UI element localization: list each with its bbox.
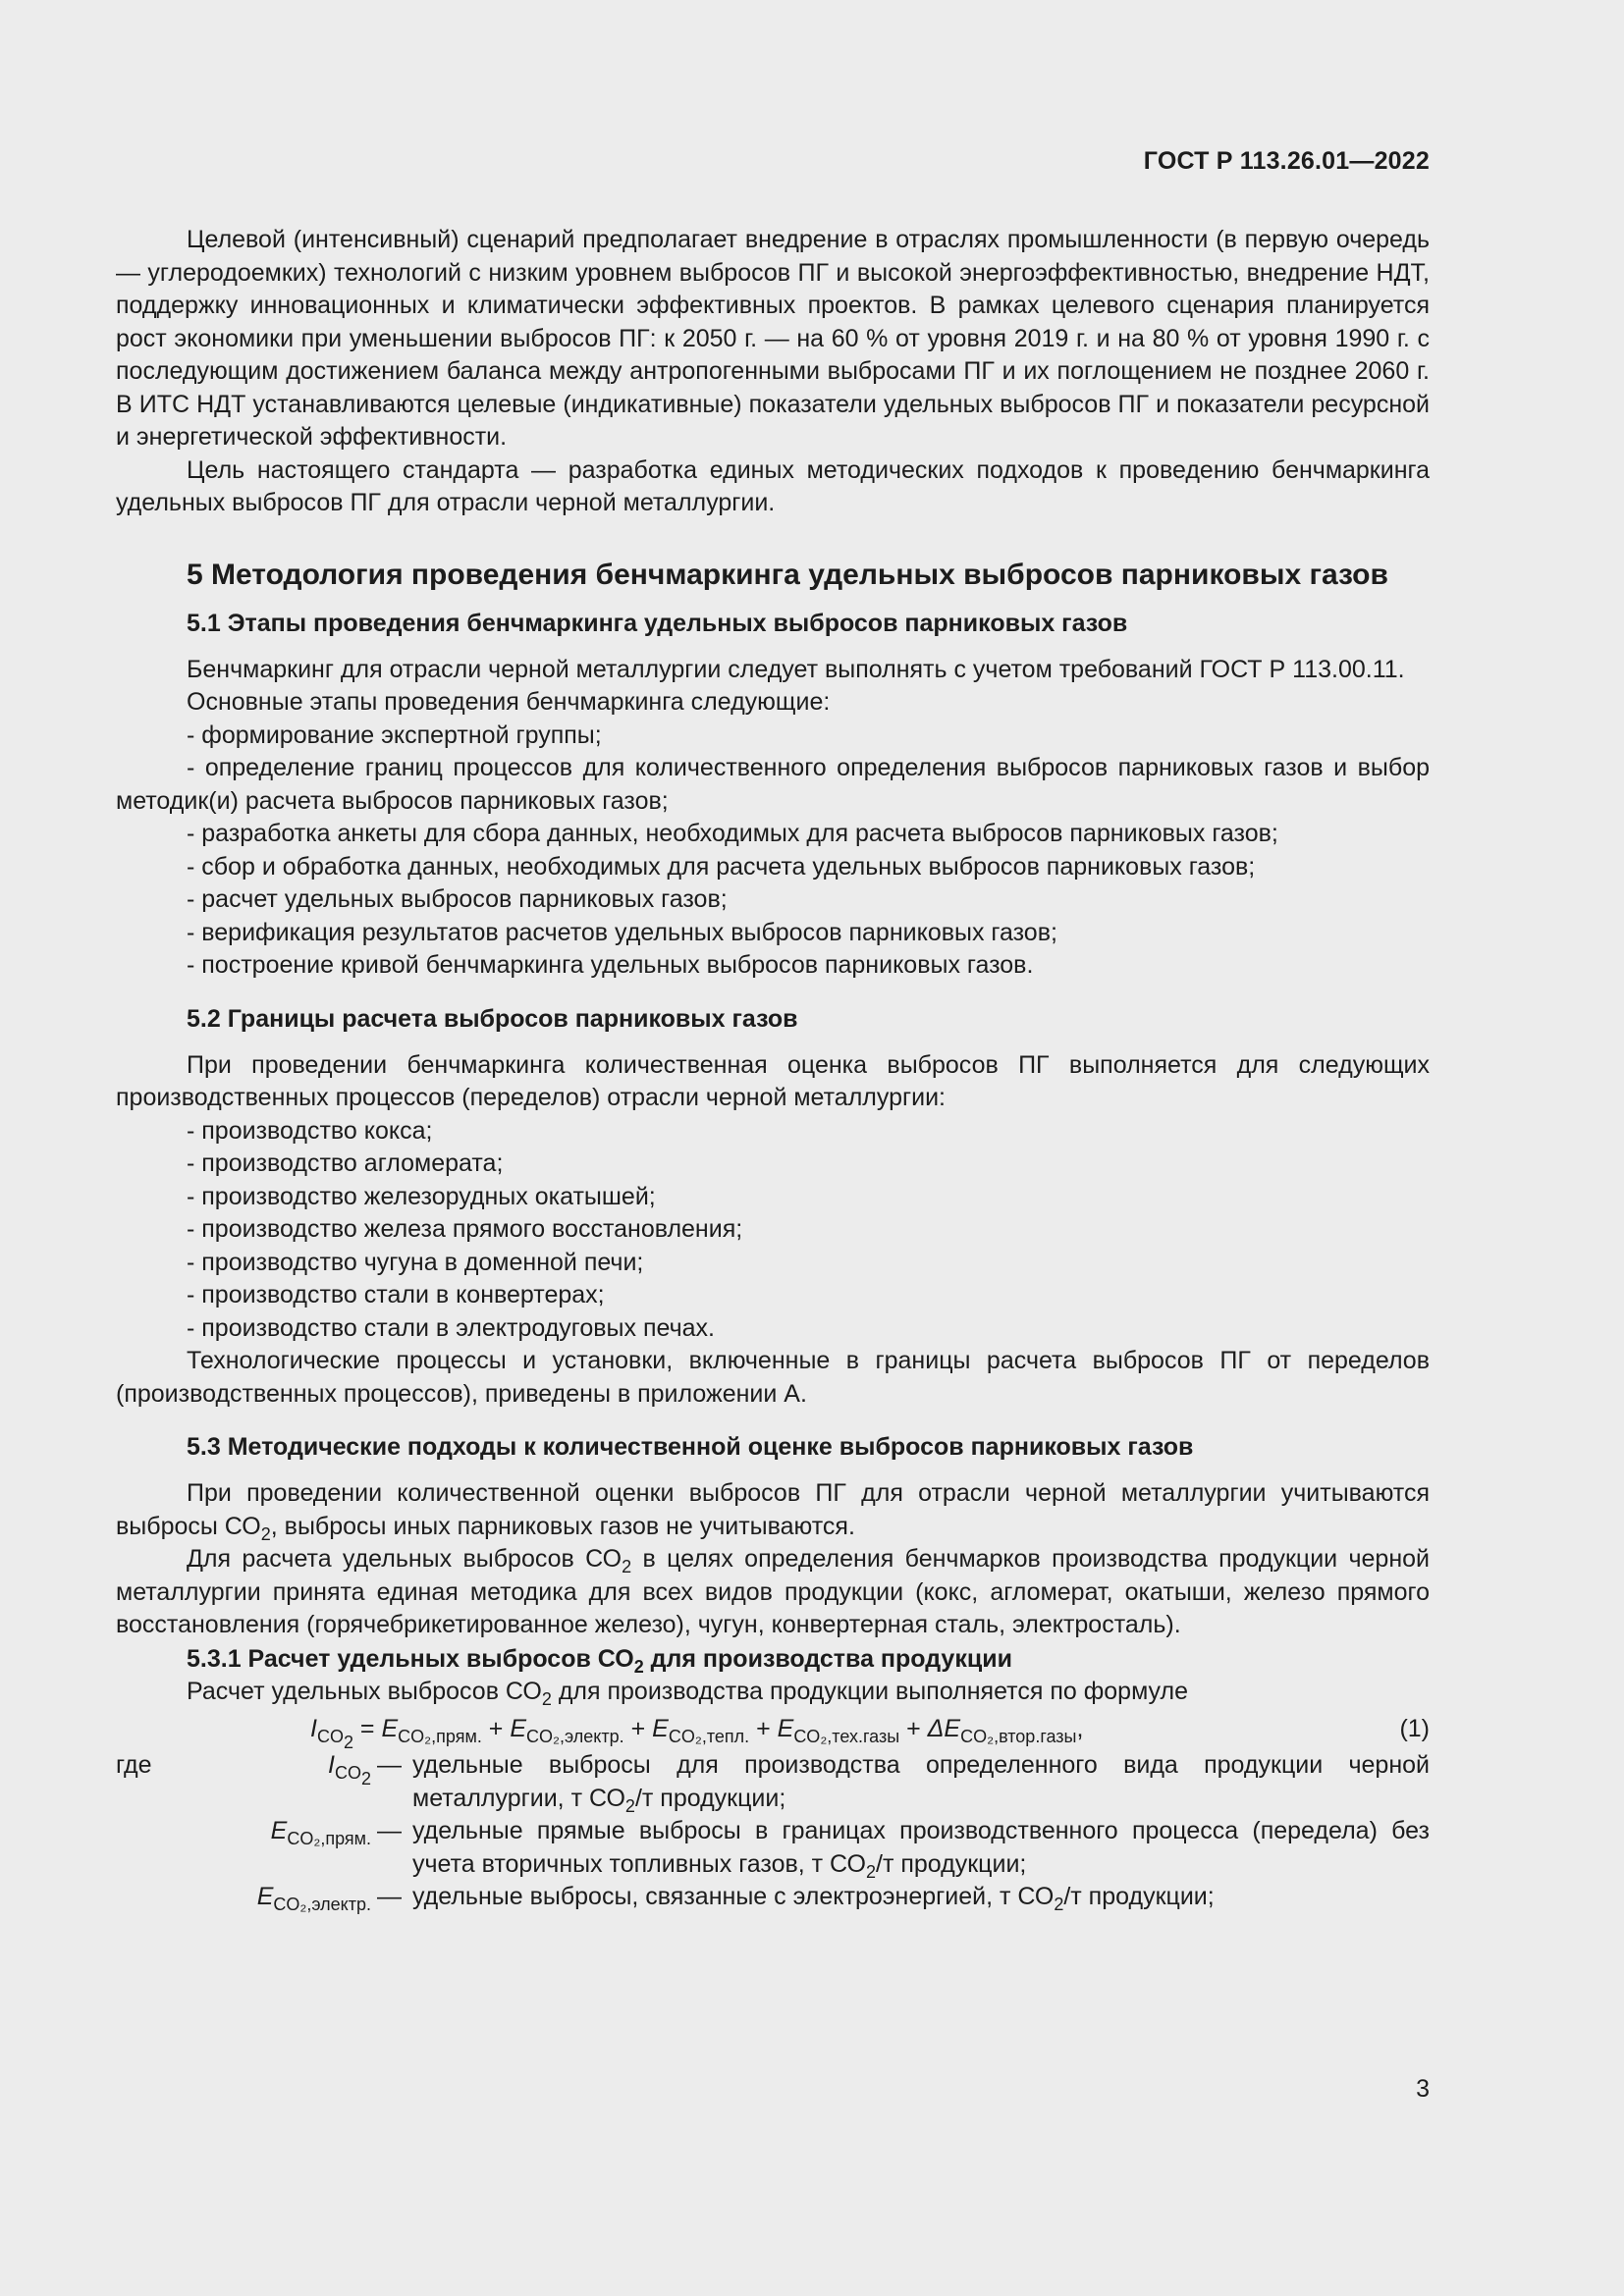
list-item: - производство стали в конвертерах;: [187, 1281, 605, 1308]
section-5-2-heading: 5.2 Границы расчета выбросов парниковых газов: [187, 1004, 798, 1033]
section-5-1-paragraph-1: Бенчмаркинг для отрасли черной металлургии следует выполнять с учетом требований ГОСТ Р 113.00.11.: [187, 655, 1405, 683]
list-item: - производство стали в электродуговых печах.: [187, 1313, 715, 1342]
list-item: - построение кривой бенчмаркинга удельных выбросов парниковых газов.: [187, 951, 1034, 979]
section-5-3-heading: 5.3 Методические подходы к количественной оценке выбросов парниковых газов: [187, 1433, 1194, 1461]
section-5-1-heading: 5.1 Этапы проведения бенчмаркинга удельных выбросов парниковых газов: [187, 609, 1128, 637]
section-5-2-paragraph-2: Технологические процессы и установки, включенные в границы расчета выбросов ПГ от переделов (производственных процессов), приведены в приложении А.: [116, 1347, 1430, 1408]
section-5-1-paragraph-2: Основные этапы проведения бенчмаркинга следующие:: [187, 688, 831, 716]
formula-number: (1): [1399, 1715, 1430, 1742]
section-5-2-paragraph-1: При проведении бенчмаркинга количественная оценка выбросов ПГ выполняется для следующих производственных процессов (переделов) отрасли черной металлургии:: [116, 1050, 1430, 1111]
definition-row: где $I_{CO_2}$ — удельные выбросы для производства определенного вида продукции черной металлургии, т $СО_2/т$ продукции;: [116, 1751, 1430, 1816]
section-5-3-1-heading: 5.3.1 Расчет удельных выбросов $СО_2$ для производства продукции: [187, 1644, 1012, 1677]
list-item: - сбор и обработка данных, необходимых для расчета удельных выбросов парниковых газов;: [187, 852, 1256, 881]
section-5-heading: 5 Методология проведения бенчмаркинга удельных выбросов парниковых газов: [187, 558, 1388, 591]
formula-1: [116, 1708, 1430, 1752]
list-item: - производство агломерата;: [187, 1149, 504, 1177]
list-item: - верификация результатов расчетов удельных выбросов парниковых газов;: [187, 918, 1057, 946]
list-item: - производство кокса;: [187, 1116, 433, 1145]
page-content: [116, 0, 1430, 1914]
section-5-3-paragraph-1: При проведении количественной оценки выбросов ПГ для отрасли черной металлургии учитываются выбросы $СО_2$, выбросы иных парниковых газов не учитываются.: [116, 1479, 1430, 1544]
section-5-3-paragraph-2: Для расчета удельных выбросов $СО_2$ в целях определения бенчмарков производства продукции черной металлургии принята единая методика для всех видов продукции (кокс, агломерат, окатыши, железо прямого восстановления (горячебрикетированное железо), чугун, конвертерная сталь, электросталь).: [116, 1545, 1430, 1638]
list-item: - определение границ процессов для количественного определения выбросов парниковых газов и выбор методик(и) расчета выбросов парниковых газов;: [116, 754, 1430, 815]
intro-paragraph-1: Целевой (интенсивный) сценарий предполагает внедрение в отраслях промышленности (в первую очередь — углеродоемких) технологий с низким уровнем выбросов ПГ и высокой энергоэффективностью, внедрение НДТ, поддержку инновационных и климатически эффективных проектов. В рамках целевого сценария планируется рост экономики при уменьшении выбросов ПГ: к 2050 г. — на 60 % от уровня 2019 г. и на 80 % от уровня 1990 г. с последующим достижением баланса между антропогенными выбросами ПГ и их поглощением не позднее 2060 г. В ИТС НДТ устанавливаются целевые (индикативные) показатели удельных выбросов ПГ и показатели ресурсной и энергетической эффективности.: [116, 226, 1430, 451]
document-code: ГОСТ Р 113.26.01—2022: [1143, 147, 1430, 175]
section-5-3-1-paragraph: Расчет удельных выбросов $СО_2$ для производства продукции выполняется по формуле: [187, 1677, 1188, 1709]
list-item: - формирование экспертной группы;: [187, 721, 602, 749]
definition-row: $E_{CO_2,электр.}$ — удельные выбросы, связанные с электроэнергией, т $СО_2/т$ продукции;: [256, 1883, 1215, 1914]
list-item: - производство железорудных окатышей;: [187, 1182, 656, 1210]
intro-paragraph-2: Цель настоящего стандарта — разработка единых методических подходов к проведению бенчмаркинга удельных выбросов ПГ для отрасли черной металлургии.: [116, 455, 1430, 516]
list-item: - разработка анкеты для сбора данных, необходимых для расчета выбросов парниковых газов;: [187, 820, 1278, 847]
list-item: - производство железа прямого восстановления;: [187, 1215, 743, 1243]
definition-row: $E_{CO_2,прям.}$ — удельные прямые выбросы в границах производственного процесса (передела) без учета вторичных топливных газов, т $СО_2/т$ продукции;: [270, 1817, 1430, 1882]
formula-definitions: [116, 1749, 1430, 1914]
page-number: 3: [1416, 2075, 1430, 2103]
list-item: - расчет удельных выбросов парниковых газов;: [187, 885, 728, 913]
list-item: - производство чугуна в доменной печи;: [187, 1248, 644, 1276]
formula-expression: $I_{CO_2} = E_{CO_2,прям.} + E_{CO_2,электр.} + E_{CO_2,тепл.} + E_{CO_2,тех.газы} + \Delta E_{CO_2,втор.газы}$,: [310, 1715, 1084, 1752]
